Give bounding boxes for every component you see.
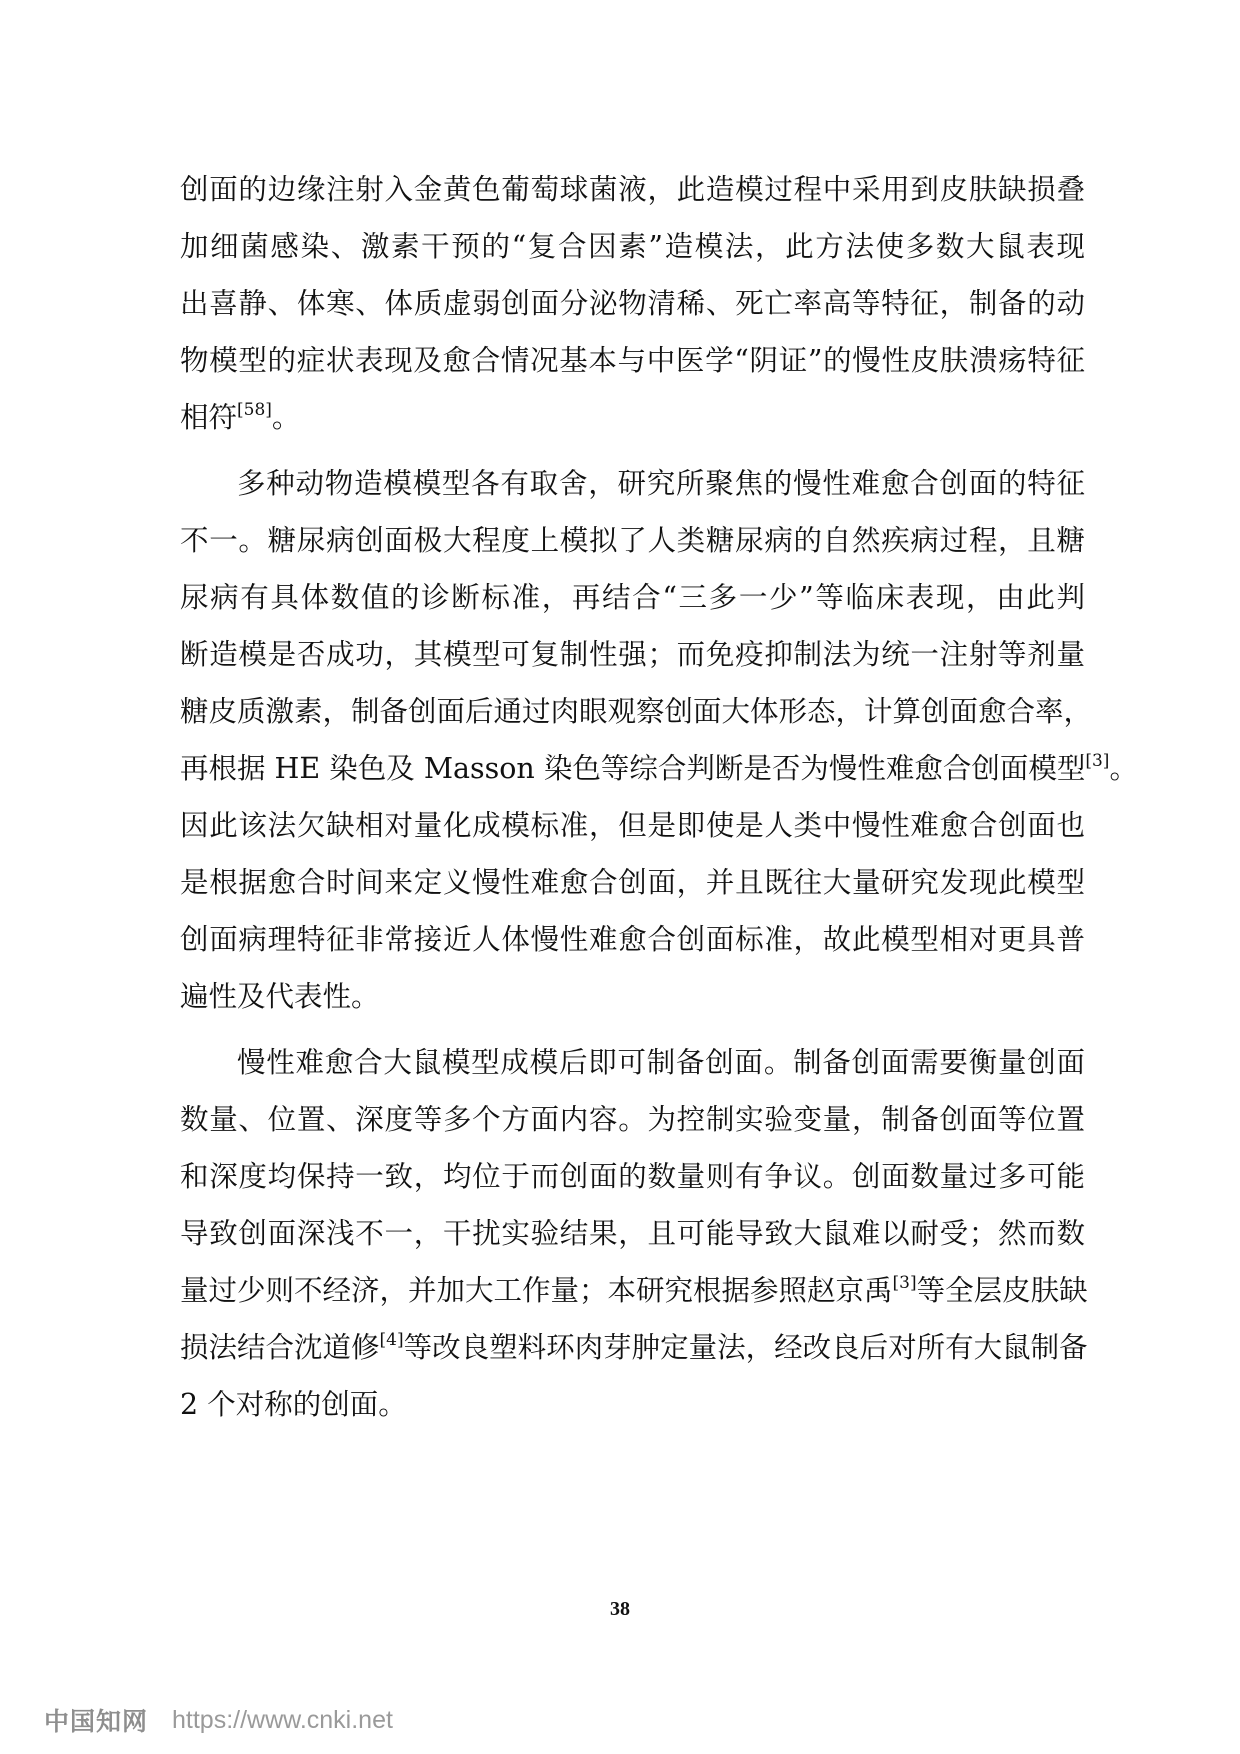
paragraph-line: 导致创面深浅不一，干扰实验结果，且可能导致大鼠难以耐受；然而数 [180, 1217, 1085, 1250]
paragraph-line: 和深度均保持一致，均位于而创面的数量则有争议。创面数量过多可能 [180, 1160, 1085, 1193]
line-text: 。 [1109, 752, 1138, 785]
cnki-logo: 中国知网 [44, 1707, 149, 1736]
citation: [4] [379, 1329, 404, 1350]
paragraph-line: 加细菌感染、激素干预的“复合因素”造模法，此方法使多数大鼠表现 [180, 230, 1085, 263]
paragraph-line [180, 1261, 1088, 1321]
citation: [3] [1085, 750, 1110, 771]
paragraph-line: 创面的边缘注射入金黄色葡萄球菌液，此造模过程中采用到皮肤缺损叠 [180, 173, 1085, 206]
footer-url[interactable]: https://www.cnki.net [172, 1705, 393, 1734]
paragraph-line: 2 个对称的创面。 [180, 1388, 407, 1421]
citation: [58] [237, 399, 272, 420]
paragraph-line: 不一。糖尿病创面极大程度上模拟了人类糖尿病的自然疾病过程，且糖 [180, 524, 1085, 557]
paragraph-line: 出喜静、体寒、体质虚弱创面分泌物清稀、死亡率高等特征，制备的动 [180, 287, 1085, 320]
paragraph-line: 慢性难愈合大鼠模型成模后即可制备创面。制备创面需要衡量创面 [237, 1046, 1085, 1079]
line-text: 等全层皮肤缺 [916, 1274, 1088, 1307]
paragraph-line: 是根据愈合时间来定义慢性难愈合创面，并且既往大量研究发现此模型 [180, 866, 1085, 899]
paragraph-line: 数量、位置、深度等多个方面内容。为控制实验变量，制备创面等位置 [180, 1103, 1085, 1136]
footer [44, 1700, 393, 1740]
citation: [3] [892, 1272, 917, 1293]
paragraph-line [180, 388, 1085, 448]
paragraph-line [180, 739, 1138, 799]
paragraph-line: 物模型的症状表现及愈合情况基本与中医学“阴证”的慢性皮肤溃疡特征 [180, 344, 1085, 377]
line-text: 等改良塑料环肉芽肿定量法，经改良后对所有大鼠制备 [403, 1331, 1088, 1364]
paragraph-line: 糖皮质激素，制备创面后通过肉眼观察创面大体形态，计算创面愈合率， [180, 695, 1093, 728]
line-text: 量过少则不经济，并加大工作量；本研究根据参照赵京禹 [180, 1274, 893, 1307]
line-text: 相符 [180, 401, 238, 434]
line-text: 损法结合沈道修 [180, 1331, 380, 1364]
paragraph-line: 因此该法欠缺相对量化成模标准，但是即使是人类中慢性难愈合创面也 [180, 809, 1085, 842]
paragraph-line: 遍性及代表性。 [180, 980, 380, 1013]
page-number: 38 [610, 1598, 630, 1620]
paragraph-line [180, 1318, 1088, 1378]
line-text: 。 [271, 401, 301, 434]
paragraph-line: 创面病理特征非常接近人体慢性难愈合创面标准，故此模型相对更具普 [180, 923, 1085, 956]
line-text: 再根据 HE 染色及 Masson 染色等综合判断是否为慢性难愈合创面模型 [180, 752, 1086, 785]
paragraph-line: 尿病有具体数值的诊断标准，再结合“三多一少”等临床表现，由此判 [180, 581, 1085, 614]
paragraph-line: 多种动物造模模型各有取舍，研究所聚焦的慢性难愈合创面的特征 [237, 467, 1085, 500]
paragraph-line: 断造模是否成功，其模型可复制性强；而免疫抑制法为统一注射等剂量 [180, 638, 1085, 671]
